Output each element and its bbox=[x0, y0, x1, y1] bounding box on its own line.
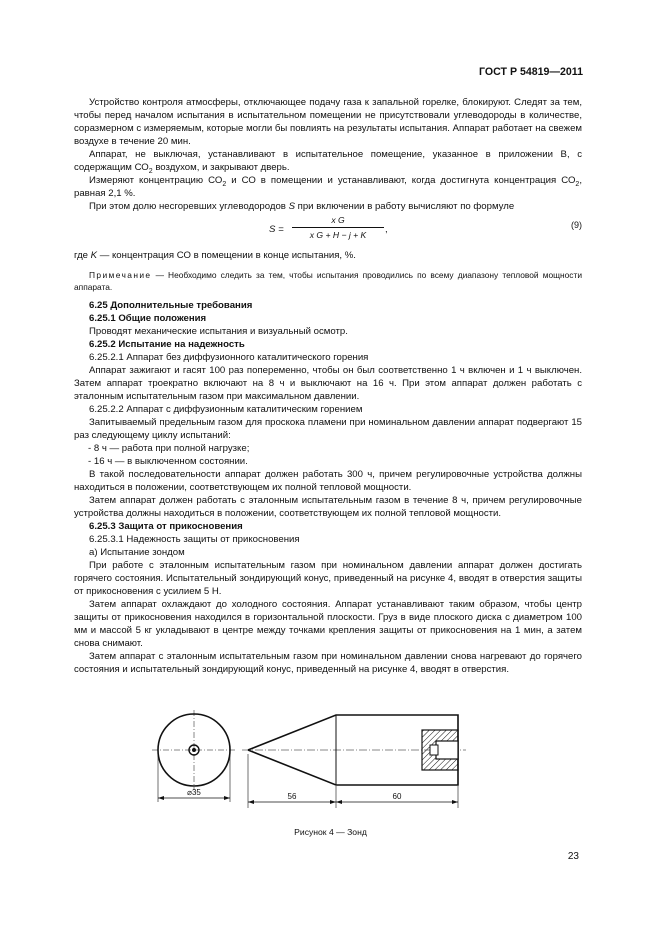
paragraph: Затем аппарат с эталонным испытательным газом при номинальном давлении снова нагревают до горячего состояния и испытательный зондирующий конус, приведенный на рисунке 4, вводят в отверстия. bbox=[74, 651, 582, 675]
probe-side-view bbox=[242, 715, 466, 808]
paragraph: При работе с эталонным испытательным газом при номинальном давлении аппарат должен достигать горячего состояния. Испытательный зондирующий конус, приведенный на рисунке 4, вводят в отверстия защиты от прикосновения с усилием 5 Н. bbox=[74, 560, 582, 597]
dimension-cone: 56 bbox=[287, 792, 297, 801]
subsection-title: 6.25.2.2 Аппарат с диффузионным каталитическим горением bbox=[89, 404, 363, 415]
subsection-title: 6.25.2.1 Аппарат без диффузионного каталитического горения bbox=[89, 352, 369, 363]
figure-caption: Рисунок 4 — Зонд bbox=[294, 827, 367, 837]
section-heading: 6.25.1 Общие положения bbox=[89, 313, 207, 324]
subsection-title: 6.25.3.1 Надежность защиты от прикосновения bbox=[89, 534, 300, 545]
where-clause: где K — концентрация СО в помещении в конце испытания, %. bbox=[74, 250, 356, 261]
probe-drawing bbox=[150, 698, 510, 808]
probe-drawing-svg bbox=[150, 698, 510, 808]
section-heading: 6.25.2 Испытание на надежность bbox=[89, 339, 245, 350]
paragraph: При этом долю несгоревших углеводородов S при включении в работу вычисляют по формуле bbox=[89, 201, 515, 212]
paragraph: Затем аппарат охлаждают до холодного состояния. Аппарат устанавливают таким образом, чтобы центр защиты от прикосновения находился в горизонтальной плоскости. Груз в виде плоского диска с диаметром 100 мм и массой 5 кг укладывают в центре между точками крепления защиты от прикосновения на 1 мин, а затем снова снимают. bbox=[74, 599, 582, 649]
standard-header: ГОСТ Р 54819—2011 bbox=[479, 66, 583, 78]
paragraph: Устройство контроля атмосферы, отключающее подачу газа к запальной горелке, блокируют. Следят за тем, чтобы перед началом испытания в испытательном помещении не присутствовали углеводороды в количестве, соразмерном с измеряемым, которые могли бы повлиять на результаты испытания. Аппарат работает на свежем воздухе в течение 20 мин. bbox=[74, 97, 582, 147]
paragraph: Затем аппарат должен работать с эталонным испытательным газом в течение 8 ч, причем регулировочные устройства должны находиться в положении, соответствующем их полной тепловой мощности. bbox=[74, 495, 582, 519]
formula-numerator: x G bbox=[292, 214, 384, 228]
section-heading: 6.25.3 Защита от прикосновения bbox=[89, 521, 243, 532]
dimension-diameter: ⌀35 bbox=[187, 788, 201, 797]
formula-9: S = $\frac{\text{x G}}{\text{x G + H − j + K}}$ , (9) bbox=[269, 215, 582, 240]
equation-number: (9) bbox=[571, 220, 582, 230]
list-item: а) Испытание зондом bbox=[89, 547, 185, 558]
formula-lhs: S = bbox=[269, 224, 284, 235]
paragraph: В такой последовательности аппарат должен работать 300 ч, причем регулировочные устройства должны находиться в положении, соответствующем их полной тепловой мощности. bbox=[74, 469, 582, 493]
list-item: - 16 ч — в выключенном состоянии. bbox=[88, 456, 248, 467]
page-number: 23 bbox=[567, 851, 579, 862]
section-heading: 6.25 Дополнительные требования bbox=[89, 300, 253, 311]
note-label: Примечание bbox=[89, 270, 152, 280]
paragraph: Измеряют концентрацию $СО_2$ и СО в помещении и устанавливают, когда достигнута концентрация $СО_2$, равная 2,1 %. bbox=[74, 175, 582, 199]
formula-denominator: x G + H − j + K bbox=[309, 230, 367, 240]
formula-fraction bbox=[292, 214, 384, 241]
dimension-body: 60 bbox=[392, 792, 402, 801]
paragraph: Запитываемый предельным газом для проскока пламени при номинальном давлении аппарат подвергают 15 раз следующему циклу испытаний: bbox=[74, 417, 582, 441]
note: Примечание — Необходимо следить за тем, чтобы испытания проводились по всему диапазону тепловой мощности аппарата. bbox=[74, 270, 582, 292]
paragraph: Проводят механические испытания и визуальный осмотр. bbox=[89, 326, 348, 337]
paragraph: Аппарат, не выключая, устанавливают в испытательное помещение, указанное в приложении В, с содержащим $СО_2$ воздухом, и закрывают дверь. bbox=[74, 149, 582, 175]
list-item: - 8 ч — работа при полной нагрузке; bbox=[88, 443, 250, 454]
document-body bbox=[74, 96, 582, 676]
paragraph: Аппарат зажигают и гасят 100 раз попеременно, чтобы он был соответственно 1 ч включен и 1 ч выключен. Затем аппарат троекратно включают на 8 ч и выключают на 16 ч. При этом аппарат должен работать с эталонным испытательным газом при максимальном давлении. bbox=[74, 365, 582, 402]
